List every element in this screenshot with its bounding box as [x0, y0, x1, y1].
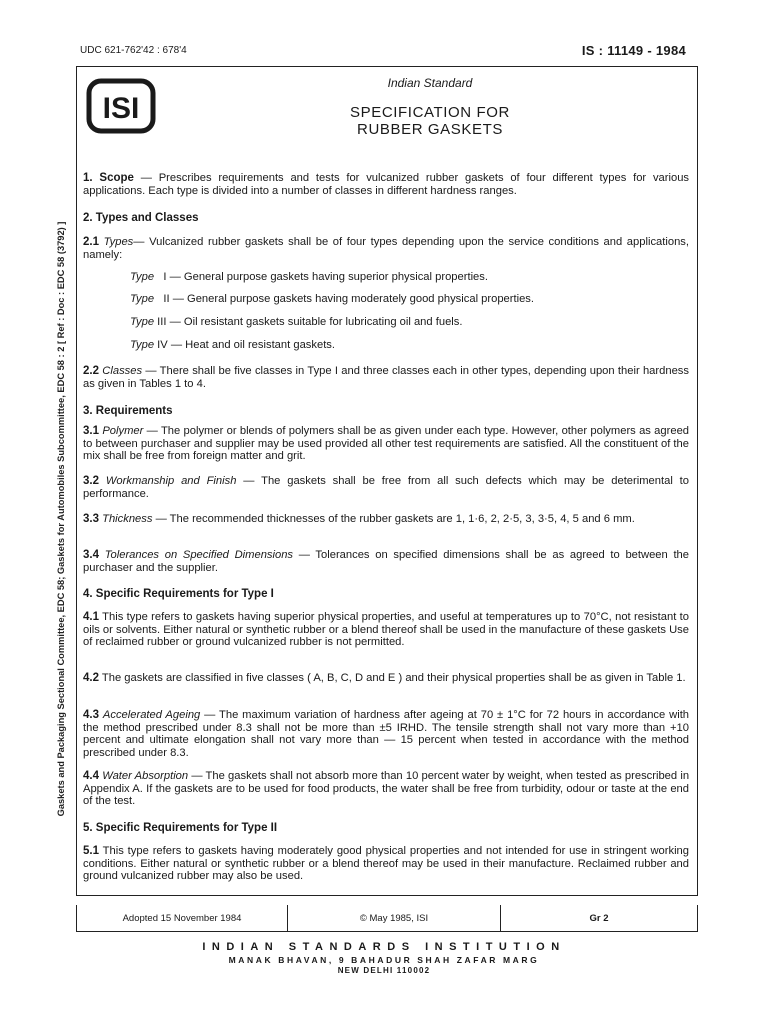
type-item: Type II — General purpose gaskets having moderately good physical properties. [130, 293, 535, 305]
scope-heading: Scope [99, 172, 134, 184]
section-2-2: 2.2 Classes — There shall be five classes in Type I and three classes each in other types, depending upon their hardness as given in Tables 1 to 4. [83, 365, 689, 390]
logo-lettering: ISI [102, 92, 140, 125]
section-5-1: 5.1 This type refers to gaskets having moderately good physical properties and not intended for use in stringent working conditions. Either natural or synthetic rubber or a blend thereof may be used in their manufacture. Reclaimed rubber and ground vulcanized rubber may also be used. [83, 845, 689, 883]
section-2-1 [83, 236, 689, 261]
address-line-2: NEW DELHI 110002 [337, 966, 431, 975]
footer-table [76, 905, 698, 932]
scope-text: — Prescribes requirements and tests for vulcanized rubber gaskets of four different types for various applications. Each type is divided into a number of classes in different hardness ranges. [83, 172, 690, 197]
udc-code: UDC 621-762'42 : 678'4 [80, 45, 187, 56]
copyright-notice: © May 1985, ISI [288, 905, 501, 931]
requirements-heading: 3. Requirements [83, 405, 173, 417]
type-item: Type I — General purpose gaskets having superior physical properties. [130, 271, 488, 283]
type-i-requirements-heading: 4. Specific Requirements for Type I [83, 588, 274, 600]
section-4-4: 4.4 Water Absorption — The gaskets shall not absorb more than 10 percent water by weight, when tested as prescribed in Appendix A. If the gaskets are to be used for food products, the water shall be free from turbidity, odour or taste at the end of the test. [83, 770, 690, 808]
section-4-2: 4.2 The gaskets are classified in five classes ( A, B, C, D and E ) and their physical properties shall be as given in Table 1. [83, 672, 686, 684]
isi-logo-icon [86, 78, 156, 134]
section-3-3: 3.3 Thickness — The recommended thicknesses of the rubber gaskets are 1, 1·6, 2, 2·5, 3, 3·5, 4, 5 and 6 mm. [83, 513, 635, 525]
s21-heading: Types [103, 236, 134, 248]
section-3-4: 3.4 Tolerances on Specified Dimensions — Tolerances on specified dimensions shall be as agreed to between the purchaser and the supplier. [83, 549, 689, 574]
section-scope [83, 172, 689, 197]
institution-name: INDIAN STANDARDS INSTITUTION [202, 941, 566, 953]
types-classes-heading: 2. Types and Classes [83, 212, 199, 224]
section-4-1: 4.1 This type refers to gaskets having superior physical properties, and useful at temperatures up to 70°C, not resistant to oils or solvents. Either natural or synthetic rubber or a blend thereof shall be used in the manufacture of these gaskets Use of reclaimed rubber or ground vulcanized rubber is not permitted. [83, 611, 689, 649]
type-item: Type III — Oil resistant gaskets suitable for lubricating oil and fuels. [130, 316, 463, 328]
side-note-text: Gaskets and Packaging Sectional Committee, EDC 58; Gaskets for Automobiles Subcommittee, EDC 58 : 2 [ Ref : Doc : EDC 58 (3792) ] [56, 221, 66, 817]
type-ii-requirements-heading: 5. Specific Requirements for Type II [83, 822, 278, 834]
title-line-1: SPECIFICATION FOR [350, 104, 510, 121]
section-3-1: 3.1 Polymer — The polymer or blends of polymers shall be as given under each type. However, other polymers as agreed to between purchaser and supplier may be used provided all other test requirements are satisfied. All the constituent of the mix shall be free from foreign matter and grit. [83, 425, 690, 463]
scope-number: 1. [83, 172, 93, 184]
price-group: Gr 2 [589, 912, 609, 924]
title-line-2: RUBBER GASKETS [357, 121, 503, 138]
s21-number: 2.1 [83, 236, 99, 248]
address-line-1: MANAK BHAVAN, 9 BAHADUR SHAH ZAFAR MARG [228, 955, 540, 965]
s21-text: — Vulcanized rubber gaskets shall be of four types depending upon the service conditions and applications, namely: [83, 236, 690, 261]
section-3-2: 3.2 Workmanship and Finish — The gaskets shall be free from all such defects which may be deterimental to performance. [83, 475, 689, 500]
committee-side-note [53, 205, 69, 833]
type-item: Type IV — Heat and oil resistant gaskets. [130, 339, 336, 351]
indian-standard-label: Indian Standard [387, 76, 473, 90]
standard-number: IS : 11149 - 1984 [581, 43, 686, 58]
adoption-date: Adopted 15 November 1984 [77, 905, 288, 931]
section-4-3: 4.3 Accelerated Ageing — The maximum variation of hardness after ageing at 70 ± 1°C for 72 hours in accordance with the method prescribed under 8.3 shall not be more than ±5 IRHD. The tensile strength shall not vary more than +10 percent and ultimate elongation shall not vary more than — 15 percent when tested in accordance with the method prescribed under 8.3. [83, 709, 690, 759]
